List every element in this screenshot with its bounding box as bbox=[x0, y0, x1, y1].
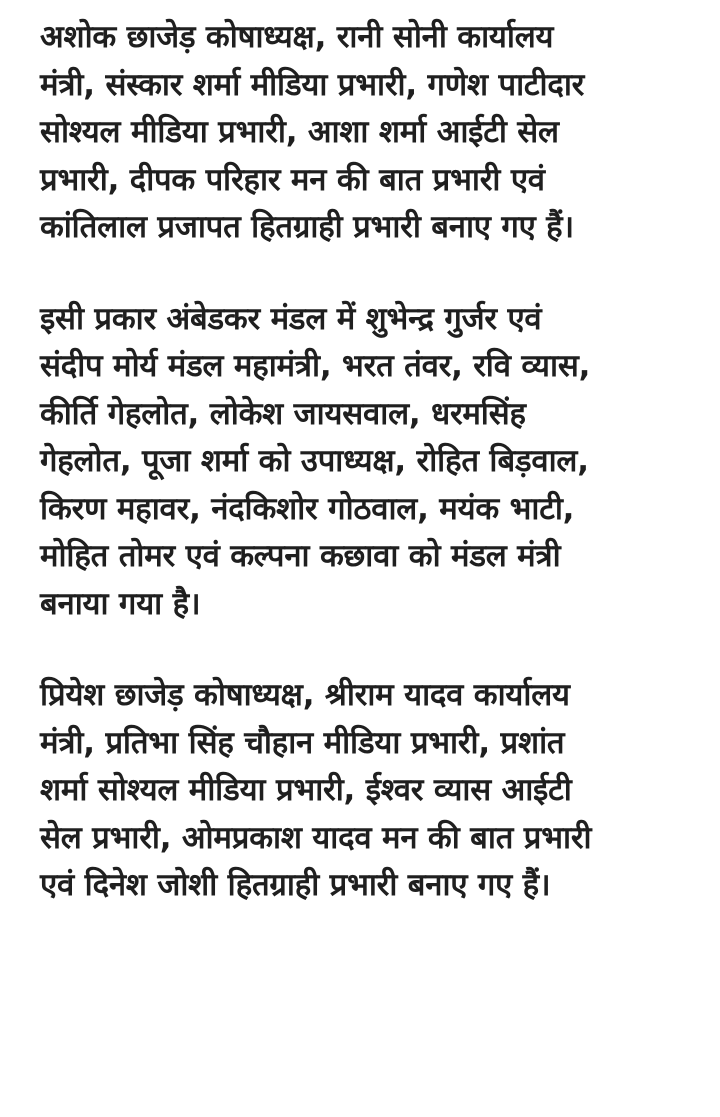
paragraph-3 bbox=[40, 672, 700, 910]
text-line: संदीप मोर्य मंडल महामंत्री, भरत तंवर, रवि व्यास, bbox=[40, 348, 591, 384]
text-line: बनाया गया है। bbox=[40, 585, 201, 622]
text-line: कांतिलाल प्रजापत हितग्राही प्रभारी बनाए गए हैं। bbox=[40, 209, 574, 245]
text-line: मंत्री, संस्कार शर्मा मीडिया प्रभारी, गणेश पाटीदार bbox=[40, 66, 585, 103]
text-line: एवं दिनेश जोशी हितग्राही प्रभारी बनाए गए हैं। bbox=[40, 867, 551, 903]
text-line: गेहलोत, पूजा शर्मा को उपाध्यक्ष, रोहित बिड़वाल, bbox=[40, 443, 589, 479]
paragraph-2 bbox=[40, 296, 700, 629]
text-line: प्रभारी, दीपक परिहार मन की बात प्रभारी एवं bbox=[40, 161, 545, 198]
text-line: कीर्ति गेहलोत, लोकेश जायसवाल, धरमसिंह bbox=[40, 395, 526, 432]
text-line: मंत्री, प्रतिभा सिंह चौहान मीडिया प्रभारी, प्रशांत bbox=[40, 724, 565, 761]
text-line: सेल प्रभारी, ओमप्रकाश यादव मन की बात प्रभारी bbox=[40, 819, 592, 856]
text-line: इसी प्रकार अंबेडकर मंडल में शुभेन्द्र गुर्जर एवं bbox=[40, 300, 542, 337]
text-line: प्रियेश छाजेड़ कोषाध्यक्ष, श्रीराम यादव कार्यालय bbox=[40, 677, 570, 713]
text-line: किरण महावर, नंदकिशोर गोठवाल, मयंक भाटी, bbox=[40, 490, 575, 527]
paragraph-1 bbox=[40, 14, 700, 252]
text-line: सोश्यल मीडिया प्रभारी, आशा शर्मा आईटी सेल bbox=[40, 114, 559, 150]
text-line: मोहित तोमर एवं कल्पना कछावा को मंडल मंत्री bbox=[40, 538, 561, 574]
text-line: शर्मा सोश्यल मीडिया प्रभारी, ईश्वर व्यास आईटी bbox=[40, 772, 572, 808]
text-line: अशोक छाजेड़ कोषाध्यक्ष, रानी सोनी कार्यालय bbox=[40, 19, 554, 55]
article-body bbox=[40, 14, 700, 954]
